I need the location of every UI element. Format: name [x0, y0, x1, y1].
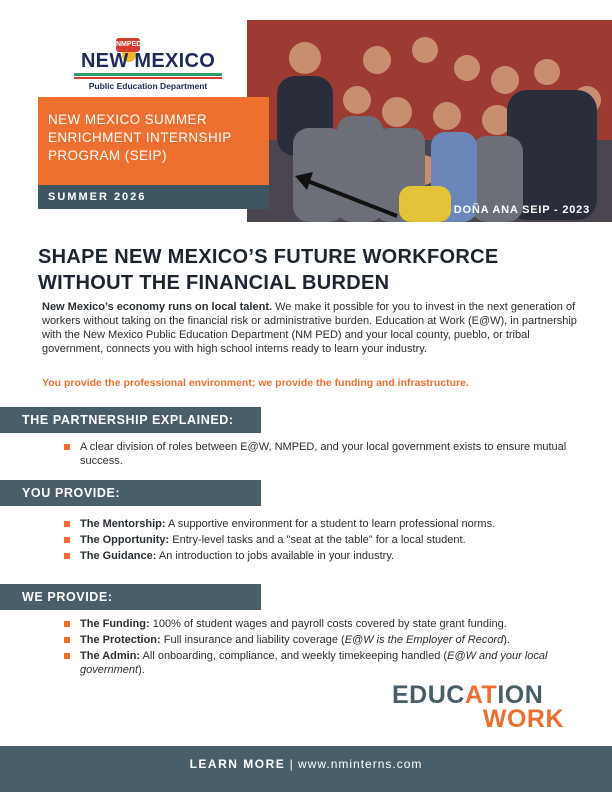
website-link[interactable]: www.nminterns.com	[298, 757, 423, 771]
season-bar	[38, 185, 269, 209]
logo-stripe-green	[74, 73, 222, 76]
square-bullet-icon	[64, 637, 70, 643]
section-header-you-provide	[0, 480, 261, 506]
brand-part-2: AT	[464, 681, 498, 709]
intro-tagline: You provide the professional environment; we provide the funding and infrastructure.	[42, 377, 469, 389]
list-item-text: Full insurance and liability coverage (	[160, 634, 345, 646]
we-provide-list	[64, 617, 604, 679]
list-item-label: The Opportunity:	[80, 534, 170, 546]
list-item-note: E@W is the Employer of Record	[344, 634, 504, 646]
list-item-after: ).	[138, 664, 145, 676]
list-item-label: The Mentorship:	[80, 518, 166, 530]
logo-subtitle: Public Education Department	[88, 81, 208, 91]
section-header-we-provide	[0, 584, 261, 610]
headline	[38, 244, 578, 296]
section-header-partnership	[0, 407, 261, 433]
logo-badge: NMPED	[116, 38, 140, 52]
intro-paragraph	[42, 300, 582, 356]
program-title: NEW MEXICO SUMMER ENRICHMENT INTERNSHIP PROGRAM (SEIP)	[48, 112, 232, 163]
group-photo-illustration	[247, 20, 612, 222]
list-item	[64, 549, 604, 563]
square-bullet-icon	[64, 553, 70, 559]
footer-separator: |	[285, 757, 299, 771]
education-at-work-logo	[392, 683, 572, 731]
list-item-label: The Funding:	[80, 618, 150, 630]
list-item-text: A clear division of roles between E@W, NMPED, and your local government exists to ensure mutual success.	[80, 441, 567, 467]
list-item-text: All onboarding, compliance, and weekly timekeeping handled (	[140, 650, 448, 662]
list-item	[64, 440, 604, 468]
partnership-list	[64, 440, 604, 470]
square-bullet-icon	[64, 653, 70, 659]
you-provide-list	[64, 517, 604, 565]
photo-caption: DOÑA ANA SEIP - 2023	[453, 204, 590, 216]
list-item-label: The Guidance:	[80, 550, 157, 562]
section-heading: WE PROVIDE:	[22, 590, 113, 604]
footer-bar	[0, 746, 612, 792]
brand-line-1	[392, 683, 572, 707]
list-item-note: E@W and your local government	[80, 650, 548, 676]
list-item-text: A supportive environment for a student to learn professional norms.	[165, 518, 496, 530]
list-item	[64, 517, 604, 531]
nmped-logo	[68, 38, 228, 94]
group-photo	[247, 20, 612, 222]
list-item-text: 100% of student wages and payroll costs covered by state grant funding.	[149, 618, 507, 630]
program-title-box	[38, 97, 269, 185]
list-item-label: The Admin:	[80, 650, 141, 662]
list-item	[64, 649, 604, 677]
intro-lead: New Mexico’s economy runs on local talent.	[42, 301, 273, 313]
section-heading: THE PARTNERSHIP EXPLAINED:	[22, 413, 234, 427]
list-item-text: An introduction to jobs available in your industry.	[156, 550, 395, 562]
brand-part-3: ION	[497, 681, 544, 709]
list-item	[64, 633, 604, 647]
logo-title: NEW MEXICO	[80, 50, 216, 72]
season-label: SUMMER 2026	[48, 191, 147, 203]
list-item	[64, 533, 604, 547]
headline-line-1: SHAPE NEW MEXICO’S FUTURE WORKFORCE	[38, 246, 499, 268]
list-item-label: The Protection:	[80, 634, 161, 646]
section-heading: YOU PROVIDE:	[22, 486, 121, 500]
list-item-after: ).	[503, 634, 510, 646]
logo-stripe-red	[74, 77, 222, 79]
footer-text	[190, 757, 423, 771]
brand-part-1: EDUC	[392, 681, 465, 709]
list-item	[64, 617, 604, 631]
square-bullet-icon	[64, 621, 70, 627]
list-item-text: Entry-level tasks and a "seat at the table" for a local student.	[169, 534, 466, 546]
square-bullet-icon	[64, 521, 70, 527]
learn-more-label: LEARN MORE	[189, 757, 286, 771]
brand-part-4: WORK	[482, 705, 564, 733]
intro-body: We make it possible for you to invest in the next generation of workers without taking on the financial risk or administrative burden. Education at Work (E@W), in partnership with the New Mexico Public Education Department (NM PED) and your local county, pueblo, or tribal government, connects you with high school interns ready to learn your industry.	[42, 301, 577, 355]
headline-line-2: WITHOUT THE FINANCIAL BURDEN	[38, 272, 390, 294]
square-bullet-icon	[64, 444, 70, 450]
square-bullet-icon	[64, 537, 70, 543]
